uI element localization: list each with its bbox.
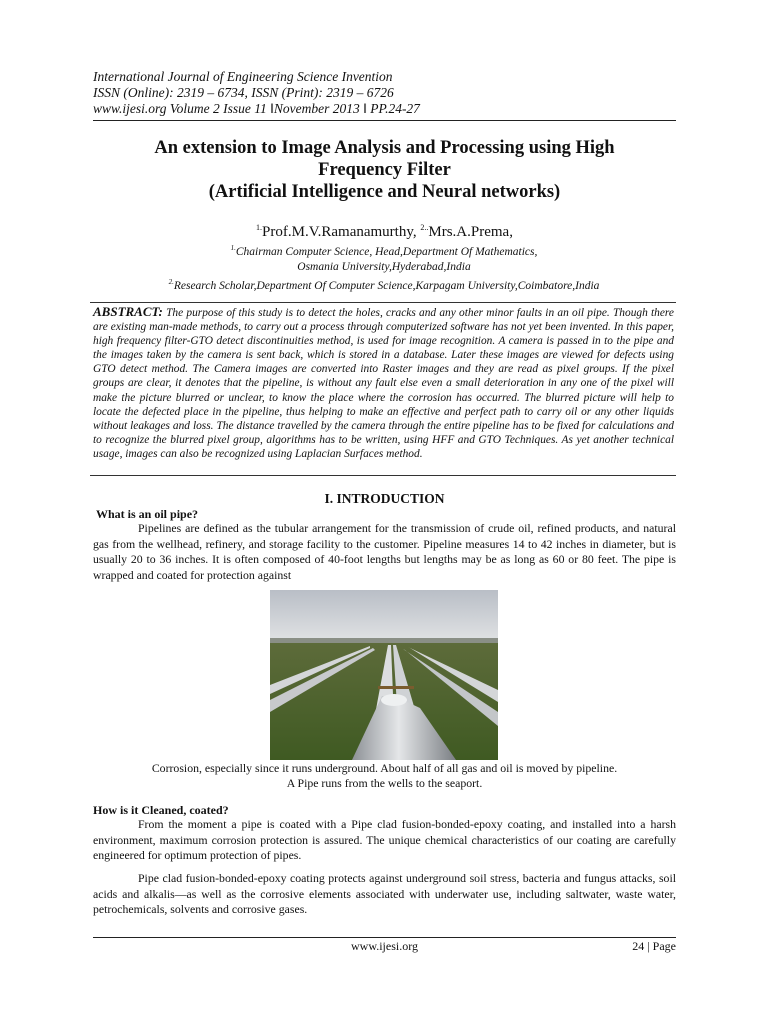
journal-name: International Journal of Engineering Science Invention bbox=[93, 69, 393, 84]
journal-volume: www.ijesi.org Volume 2 Issue 11 ‖November 2013 ‖ PP.24-27 bbox=[93, 101, 420, 116]
affiliation-2-marker: 2. bbox=[168, 278, 174, 286]
footer-divider bbox=[93, 937, 676, 938]
journal-issn: ISSN (Online): 2319 – 6734, ISSN (Print): 2319 – 6726 bbox=[93, 85, 394, 100]
footer-website: www.ijesi.org bbox=[351, 939, 418, 953]
figure-caption bbox=[93, 761, 676, 791]
abstract-text: The purpose of this study is to detect the holes, cracks and any other minor faults in an oil pipe. Though there are existing man-made methods, to carry out a process through computerized software has not yet been invented. In this paper, high frequency filter-GTO detect discontinuities method, is used for image recognition. A camera is passed in to the pipe and the images taken by the camera is sent back, which is stored in a database. Later these images are viewed for defects using GTO detect method. The Camera images are converted into Raster images and they are read as pixel groups. If the pixel groups are clear, it denotes that the pipeline, is without any fault else even a small deterioration in any one of the pixel will make the picture blurred or unclear, to know the place where the corrosion has occurred. The blurred picture will help to locate the defected place in the pipeline, thus helping to make an effective and perfect path to carry oil or any other liquids without leakages and loss. The distance travelled by the camera through the entire pipeline has to be fixed for calculations and to recognize the blurred pixel group, algorithms has to be written, using HFF and GTO Techniques. As yet another technical usage, images can also be recognized using Laplacian Surfaces method. bbox=[93, 307, 674, 460]
abstract bbox=[93, 305, 674, 461]
affiliation-1-line-1: Chairman Computer Science, Head,Department Of Mathematics, bbox=[235, 246, 538, 258]
author-1-marker: 1. bbox=[256, 223, 263, 232]
author-2-marker: 2.. bbox=[420, 223, 429, 232]
author-2: Mrs.A.Prema, bbox=[428, 224, 513, 240]
affiliation-1-marker: 1. bbox=[230, 244, 236, 252]
coating-paragraph-2: Pipe clad fusion-bonded-epoxy coating protects against underground soil stress, bacteria and fungus attacks, soil acids and alkalis―as well as the corrosive elements associated with underwater use, including saltwater, waste water, petrochemicals, solvents and corrosive gases. bbox=[93, 871, 676, 916]
title-line-2: Frequency Filter bbox=[318, 160, 451, 180]
subheading-oil-pipe: What is an oil pipe? bbox=[96, 507, 199, 521]
section-heading-introduction: I. INTRODUCTION bbox=[324, 491, 445, 506]
horizon bbox=[270, 638, 498, 643]
title-line-3: (Artificial Intelligence and Neural networks) bbox=[208, 182, 561, 202]
affiliations bbox=[60, 241, 708, 294]
paper-title bbox=[93, 137, 676, 203]
intro-paragraph: Pipelines are defined as the tubular arrangement for the transmission of crude oil, refined products, and natural gas from the wellhead, refinery, and storage facility to the customer. Pipeline measures 14 to 42 inches in diameter, but is usually 20 to 36 inches. It is often composed of 40-foot lengths but lengths may be as long as 60 or 80 feet. The pipe is wrapped and coated for protection against bbox=[93, 521, 676, 582]
journal-header bbox=[93, 69, 420, 117]
header-divider bbox=[93, 120, 676, 121]
coating-paragraph-1: From the moment a pipe is coated with a Pipe clad fusion-bonded-epoxy coating, and installed into a harsh environment, maximum corrosion protection is assured. The unique chemical characteristics of our coating are carefully engineered for optimum protection of pipes. bbox=[93, 817, 676, 862]
subheading-cleaned-coated: How is it Cleaned, coated? bbox=[93, 803, 229, 817]
affiliation-1-line-2: Osmania University,Hyderabad,India bbox=[297, 261, 471, 273]
pipe-end bbox=[381, 694, 407, 706]
caption-line-2: A Pipe runs from the wells to the seaport. bbox=[286, 776, 483, 790]
author-1: Prof.M.V.Ramanamurthy, bbox=[262, 224, 417, 240]
footer-page-number: 24 | Page bbox=[632, 939, 676, 953]
author-list bbox=[93, 218, 676, 242]
pipe-support bbox=[378, 686, 414, 689]
abstract-label: ABSTRACT: bbox=[93, 304, 163, 319]
pipeline-photo bbox=[270, 590, 498, 760]
title-line-1: An extension to Image Analysis and Processing using High bbox=[154, 138, 615, 158]
affiliation-2: Research Scholar,Department Of Computer Science,Karpagam University,Coimbatore,India bbox=[173, 280, 600, 292]
caption-line-1: Corrosion, especially since it runs underground. About half of all gas and oil is moved by pipeline. bbox=[151, 761, 618, 775]
sky bbox=[270, 590, 498, 640]
